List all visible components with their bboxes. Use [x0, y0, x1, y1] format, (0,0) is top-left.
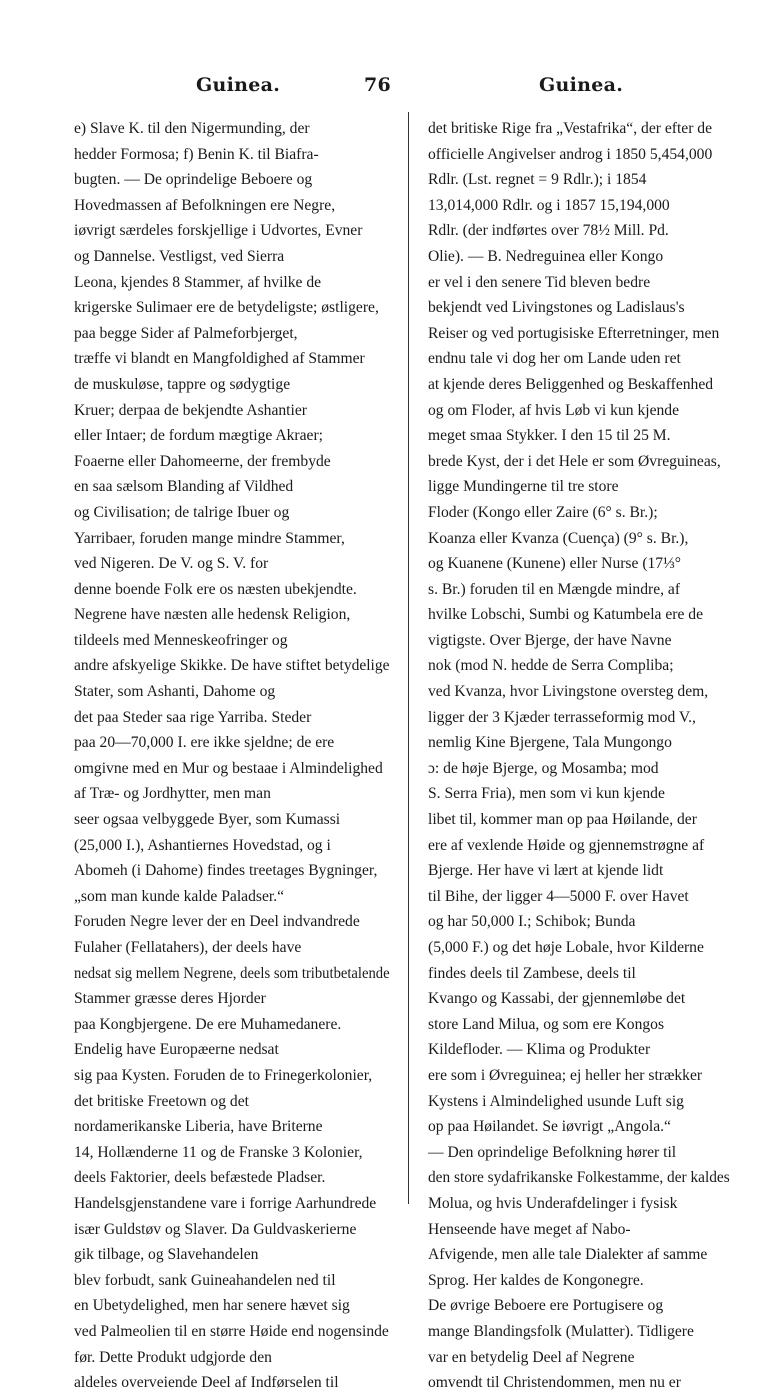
text-line: til Bihe, der ligger 4—5000 F. over Havet — [428, 887, 689, 905]
text-line: tildeels med Menneskeofringer og — [74, 631, 288, 649]
left-text-column — [74, 116, 389, 1396]
text-line: Stammer græsse deres Hjorder — [74, 990, 266, 1008]
text-line: det paa Steder saa rige Yarriba. Steder — [74, 708, 312, 726]
text-line: Molua, og hvis Underafdelinger i fysisk — [428, 1194, 678, 1212]
text-line: ligger der 3 Kjæder terrasseformig mod V., — [428, 708, 696, 726]
text-line: meget smaa Stykker. I den 15 til 25 M. — [428, 427, 671, 445]
column-divider — [408, 112, 409, 1204]
text-line: „som man kunde kalde Paladser.“ — [74, 887, 285, 905]
text-line: nordamerikanske Liberia, have Briterne — [74, 1118, 323, 1136]
text-line: iøvrigt særdeles forskjellige i Udvortes, Evner — [74, 222, 363, 240]
text-line: officielle Angivelser androg i 1850 5,454,000 — [428, 145, 713, 163]
text-line: især Guldstøv og Slaver. Da Guldvaskerierne — [74, 1220, 357, 1238]
text-line: ligge Mundingerne til tre store — [428, 478, 619, 496]
text-line: eller Intaer; de fordum mægtige Akraer; — [74, 427, 323, 445]
text-line: ved Kvanza, hvor Livingstone oversteg dem, — [428, 683, 709, 701]
text-line: Fulaher (Fellatahers), der deels have — [74, 939, 302, 956]
text-line: — Den oprindelige Befolkning hører til — [428, 1143, 677, 1161]
text-line: De øvrige Beboere ere Portugisere og — [428, 1297, 664, 1315]
text-line: s. Br.) foruden til en Mængde mindre, af — [428, 580, 681, 598]
header-left-title: Guinea. — [196, 74, 281, 96]
text-line: Reiser og ved portugisiske Efterretninger, men — [428, 324, 720, 342]
header-right-title: Guinea. — [539, 74, 624, 96]
text-line: og Civilisation; de talrige Ibuer og — [74, 503, 290, 521]
text-line: Foruden Negre lever der en Deel indvandrede — [74, 913, 360, 931]
text-line: Afvigende, men alle tale Dialekter af samme — [428, 1246, 708, 1264]
text-line: og om Floder, af hvis Løb vi kun kjende — [428, 401, 680, 419]
text-line: endnu tale vi dog her om Lande uden ret — [428, 350, 681, 368]
text-line: Leona, kjendes 8 Stammer, af hvilke de — [74, 273, 322, 291]
text-line: ɔ: de høje Bjerge, og Mosamba; mod — [428, 759, 659, 777]
text-line: og Dannelse. Vestligst, ved Sierra — [74, 247, 285, 265]
text-line: Stater, som Ashanti, Dahome og — [74, 683, 276, 701]
text-line: paa begge Sider af Palmeforbjerget, — [74, 324, 298, 342]
text-line: 13,014,000 Rdlr. og i 1857 15,194,000 — [428, 196, 670, 214]
text-line: det britiske Freetown og det — [74, 1092, 249, 1110]
text-line: blev forbudt, sank Guineahandelen ned til — [74, 1271, 336, 1289]
text-line: S. Serra Fria), men som vi kun kjende — [428, 785, 665, 803]
text-line: og Kuanene (Kunene) eller Nurse (17⅓° — [428, 555, 682, 573]
text-line: var en betydelig Deel af Negrene — [428, 1348, 635, 1366]
running-header — [0, 74, 760, 104]
page-number: 76 — [364, 74, 392, 96]
text-line: paa Kongbjergene. De ere Muhamedanere. — [74, 1015, 342, 1033]
text-line: Bjerge. Her have vi lært at kjende lidt — [428, 862, 664, 880]
text-line: Hovedmassen af Befolkningen ere Negre, — [74, 196, 336, 214]
text-line: Olie). — B. Nedreguinea eller Kongo — [428, 247, 664, 265]
text-line: bekjendt ved Livingstones og Ladislaus's — [428, 299, 685, 317]
text-line: at kjende deres Beliggenhed og Beskaffenhed — [428, 375, 714, 393]
text-line: Henseende have meget af Nabo- — [428, 1220, 631, 1238]
text-line: bugten. — De oprindelige Beboere og — [74, 171, 313, 189]
text-line: mange Blandingsfolk (Mulatter). Tidligere — [428, 1322, 694, 1340]
text-line: nok (mod N. hedde de Serra Compliba; — [428, 657, 674, 675]
text-line: Floder (Kongo eller Zaire (6° s. Br.); — [428, 503, 658, 521]
text-line: Handelsgjenstandene vare i forrige Aarhundrede — [74, 1194, 377, 1212]
text-line: sig paa Kysten. Foruden de to Frinegerkolonier, — [74, 1066, 373, 1084]
text-line: Kruer; derpaa de bekjendte Ashantier — [74, 401, 307, 419]
text-line: ere som i Øvreguinea; ej heller her strækker — [428, 1066, 703, 1084]
text-line: brede Kyst, der i det Hele er som Øvreguineas, — [428, 452, 721, 470]
text-line: op paa Høilandet. Se iøvrigt „Angola.“ — [428, 1118, 671, 1136]
text-line: deels Faktorier, deels befæstede Pladser. — [74, 1169, 326, 1187]
text-line: krigerske Sulimaer ere de betydeligste; østligere, — [74, 299, 379, 317]
text-line: hvilke Lobschi, Sumbi og Katumbela ere de — [428, 606, 703, 624]
text-line: Kvango og Kassabi, der gjennemløbe det — [428, 990, 686, 1008]
text-line: hedder Formosa; f) Benin K. til Biafra- — [74, 145, 319, 163]
text-line: de muskuløse, tappre og sødygtige — [74, 375, 291, 393]
text-line: Abomeh (i Dahome) findes treetages Bygninger, — [74, 862, 378, 880]
text-line: det britiske Rige fra „Vestafrika“, der efter de — [428, 120, 713, 137]
text-line: andre afskyelige Skikke. De have stiftet betydelige — [74, 657, 390, 675]
text-line: aldeles overveiende Deel af Indførselen til — [74, 1374, 339, 1392]
text-line: 14, Hollænderne 11 og de Franske 3 Kolonier, — [74, 1143, 363, 1161]
text-line: før. Dette Produkt udgjorde den — [74, 1348, 272, 1366]
text-line: Negrene have næsten alle hedensk Religion, — [74, 606, 351, 624]
text-line: libet til, kommer man op paa Høilande, der — [428, 811, 697, 829]
text-line: Sprog. Her kaldes de Kongonegre. — [428, 1271, 644, 1289]
text-line: store Land Milua, og som ere Kongos — [428, 1015, 665, 1033]
text-line: ere af vexlende Høide og gjennemstrøgne af — [428, 836, 705, 854]
text-line: er vel i den senere Tid bleven bedre — [428, 273, 651, 291]
text-line: ved Nigeren. De V. og S. V. for — [74, 555, 269, 573]
text-line: Foaerne eller Dahomeerne, der frembyde — [74, 452, 331, 470]
text-line: en Ubetydelighed, men har senere hævet sig — [74, 1297, 350, 1315]
text-line: nemlig Kine Bjergene, Tala Mungongo — [428, 734, 672, 752]
right-text-column — [428, 116, 730, 1396]
text-line: omgivne med en Mur og bestaae i Almindelighed — [74, 759, 383, 777]
text-line: Endelig have Europæerne nedsat — [74, 1041, 279, 1059]
text-line: paa 20—70,000 I. ere ikke sjeldne; de ere — [74, 734, 335, 752]
text-line: gik tilbage, og Slavehandelen — [74, 1246, 259, 1264]
text-line: e) Slave K. til den Nigermunding, der — [74, 120, 310, 137]
text-line: af Træ- og Jordhytter, men man — [74, 785, 271, 803]
text-line: seer ogsaa velbyggede Byer, som Kumassi — [74, 811, 341, 829]
text-line: vigtigste. Over Bjerge, der have Navne — [428, 631, 672, 649]
text-line: træffe vi blandt en Mangfoldighed af Stammer — [74, 350, 365, 368]
text-line: en saa sælsom Blanding af Vildhed — [74, 478, 294, 496]
text-line: og har 50,000 I.; Schibok; Bunda — [428, 913, 636, 931]
text-line: omvendt til Christendommen, men nu er — [428, 1374, 681, 1392]
text-line: Yarribaer, foruden mange mindre Stammer, — [74, 529, 345, 547]
text-line: den store sydafrikanske Folkestamme, der kaldes — [428, 1169, 730, 1187]
text-line: (25,000 I.), Ashantiernes Hovedstad, og i — [74, 836, 331, 854]
text-line: Rdlr. (der indførtes over 78½ Mill. Pd. — [428, 222, 669, 240]
text-line: nedsat sig mellem Negrene, deels som tributbetalende — [74, 964, 390, 982]
text-line: (5,000 F.) og det høje Lobale, hvor Kilderne — [428, 939, 704, 956]
text-line: findes deels til Zambese, deels til — [428, 964, 636, 982]
text-line: Rdlr. (Lst. regnet = 9 Rdlr.); i 1854 — [428, 171, 647, 189]
text-line: ved Palmeolien til en større Høide end nogensinde — [74, 1322, 389, 1340]
text-line: denne boende Folk ere os næsten ubekjendte. — [74, 580, 357, 598]
text-line: Koanza eller Kvanza (Cuença) (9° s. Br.), — [428, 529, 689, 547]
text-line: Kystens i Almindelighed usunde Luft sig — [428, 1092, 684, 1110]
text-line: Kildefloder. — Klima og Produkter — [428, 1041, 651, 1059]
